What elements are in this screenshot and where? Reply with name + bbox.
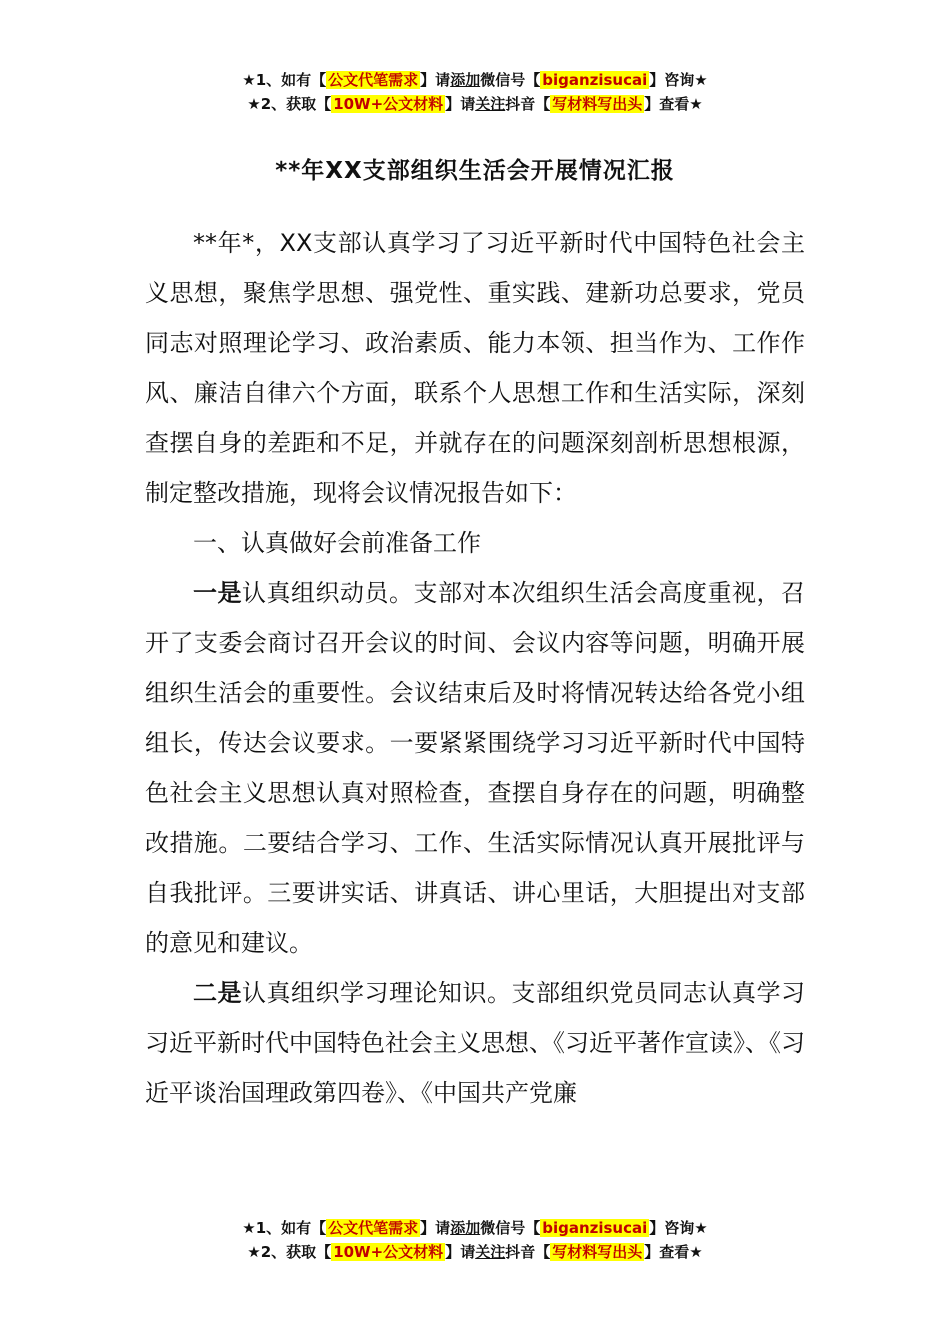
highlight-text: 10W+公文材料: [333, 1243, 444, 1261]
banner-line-2: ★2、获取【 10W+公文材料 】请关注抖音【 写材料写出头 】查看★: [247, 95, 703, 113]
document-body: [145, 218, 805, 1118]
highlight-text: biganzisucai: [542, 1219, 648, 1237]
header-banner: [0, 68, 950, 116]
highlight-text: 公文代笔需求: [328, 1219, 419, 1237]
banner-line-1: ★1、如有【 公文代笔需求 】请添加微信号【 biganzisucai 】咨询★: [242, 71, 708, 89]
point-lead: 一是: [193, 579, 242, 607]
highlight-text: biganzisucai: [542, 71, 648, 89]
highlight-text: 10W+公文材料: [333, 95, 444, 113]
highlight-text: 写材料写出头: [552, 95, 643, 113]
paragraph-second-point: 二是认真组织学习理论知识。支部组织党员同志认真学习习近平新时代中国特色社会主义思想、《习近平著作宣读》、《习近平谈治国理政第四卷》、《中国共产党廉: [145, 979, 805, 1107]
point-lead: 二是: [193, 979, 242, 1007]
banner-line-2: ★2、获取【 10W+公文材料 】请关注抖音【 写材料写出头 】查看★: [247, 1243, 703, 1261]
highlight-text: 写材料写出头: [552, 1243, 643, 1261]
document-title: **年XX支部组织生活会开展情况汇报: [275, 158, 675, 184]
banner-line-1: ★1、如有【 公文代笔需求 】请添加微信号【 biganzisucai 】咨询★: [242, 1219, 708, 1237]
highlight-text: 公文代笔需求: [328, 71, 419, 89]
paragraph-intro: **年*，XX支部认真学习了习近平新时代中国特色社会主义思想，聚焦学思想、强党性、重实践、建新功总要求，党员同志对照理论学习、政治素质、能力本领、担当作为、工作作风、廉洁自律六个方面，联系个人思想工作和生活实际，深刻查摆自身的差距和不足，并就存在的问题深刻剖析思想根源，制定整改措施，现将会议情况报告如下：: [145, 229, 805, 507]
section-heading: 一、认真做好会前准备工作: [193, 529, 481, 557]
paragraph-first-point: 一是认真组织动员。支部对本次组织生活会高度重视，召开了支委会商讨召开会议的时间、会议内容等问题，明确开展组织生活会的重要性。会议结束后及时将情况转达给各党小组组长，传达会议要求。一要紧紧围绕学习习近平新时代中国特色社会主义思想认真对照检查，查摆自身存在的问题，明确整改措施。二要结合学习、工作、生活实际情况认真开展批评与自我批评。三要讲实话、讲真话、讲心里话，大胆提出对支部的意见和建议。: [145, 579, 805, 957]
footer-banner: [0, 1216, 950, 1264]
